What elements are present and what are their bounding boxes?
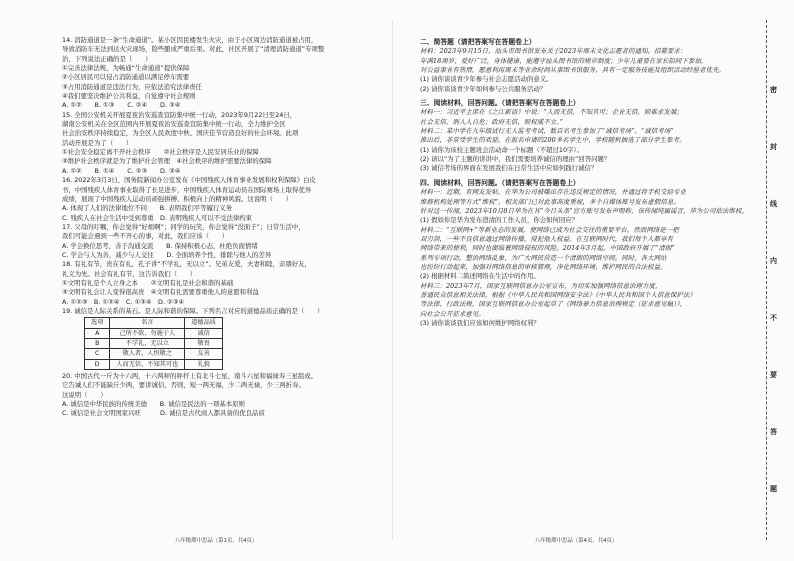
question-text-line: 材料二：“互联网+”等新业态的发展，使网络已成为社会交往的重要平台。然而网络是一把 bbox=[420, 225, 679, 234]
question-text-line: 16. 2022年3月3日，国务院新闻办公室发布《中国残疾人体育事业发展和权利保障》白皮 bbox=[62, 176, 316, 185]
question-text-line: 针对这一传闻，2023年10月8日华为在其“今日头条”官方账号发布声明称，该传闻纯属谣言，华为公司依法维权。 bbox=[420, 206, 748, 215]
question-text-line: 活动开展是为了（ ） bbox=[62, 138, 133, 147]
table-row bbox=[85, 359, 223, 369]
question-text-line: 我们可能会遇到一些不开心的事，对此，我们应该（ ） bbox=[62, 232, 229, 241]
table-row bbox=[85, 349, 223, 359]
question-text-line: 材料：2023年9月15日，汕头市图书馆发布关于2023年周末文化志愿者的通知。招募要求： bbox=[420, 47, 687, 56]
question-text-line: (2) 根据材料二简述网络在生活中的作用。 bbox=[420, 272, 540, 281]
question-text-line: A. ①②③ B. ①②④ C. ①③④ D. ②③④ bbox=[62, 297, 185, 306]
seal-line-char: 内 bbox=[770, 257, 777, 265]
question-text-line: A. ①② B. ①④ C. ②③ D. ③④ bbox=[62, 166, 181, 175]
question-text-line bbox=[420, 94, 758, 97]
column-gutter bbox=[392, 20, 393, 540]
table-cell: 敬人者，人恒敬之 bbox=[110, 349, 185, 359]
question-text-line: 成绩，展现了中国残疾人运动员顽强拼搏、积极向上的精神风貌。这说明（ ） bbox=[62, 194, 293, 203]
question-text-line: 材料二：某中学在九年级试行无人监考考试，数百名考生参加了“诚信考场”。“诚信考场” bbox=[420, 127, 674, 136]
table-cell: C bbox=[85, 349, 110, 359]
table-cell: D bbox=[85, 359, 110, 369]
question-text-line: 年满18周岁，爱好广泛，身体健康，能遵守汕头图书馆的规章制度；少年儿童要在家长陪同下参加， bbox=[420, 56, 708, 65]
question-text-line: (1) 请你谈谈青少年参与社会志愿活动的意义。 bbox=[420, 75, 553, 84]
question-text-line: (2) 请你谈谈青少年如何参与公共服务活动？ bbox=[420, 84, 547, 93]
question-text-line: ③文明有礼会让人变得很高贵 ④文明有礼需要尊重他人的意愿和利益 bbox=[62, 288, 259, 297]
question-text-line: ①文明有礼是个人立身之本 ②文明有礼是社会和谐的基础 bbox=[62, 278, 234, 287]
question-text-line: 它告诫人们不能缺斤少两，要讲诚信，否则，短一两无福，少二两无禄，少三两折寿。 bbox=[62, 381, 305, 390]
footer-left: 八年级期中思品（第1页，共4页） bbox=[175, 538, 258, 544]
question-text-line: 也纷纷行动起来，加强对网络信息的审核管理，净化网络环境，维护网民的合法权益。 bbox=[420, 262, 667, 271]
right-column bbox=[420, 36, 758, 328]
question-text-line: 双刃剑，一些不良信息通过网络传播，侵犯他人权益。在互联网时代，我们每个人都享有 bbox=[420, 234, 674, 243]
table-cell: 己所不欲，勿施于人 bbox=[110, 328, 185, 338]
question-text-line: 网络带来的便利，同时也面临着网络侵权的风险。2014年3月起，中国政府开展了“清朗” bbox=[420, 244, 675, 253]
question-text-line: (1) 请你为该校主题班会活动命一个标题（不超过10字）。 bbox=[420, 145, 583, 154]
question-text-line: ②小区居民可以侵占消防通道以满足停车需要 bbox=[62, 73, 190, 82]
question-text-line: 维修机构处理等方式“维权”，相关部门已对此事高度重视，多个自媒体账号发布虚假信息。 bbox=[420, 197, 680, 206]
question-text-line: (3) 请你谈谈我们应该如何维护网络权利？ bbox=[420, 318, 540, 327]
table-cell: 友善 bbox=[185, 349, 223, 359]
question-text-line: ③维护社会秩序就是为了维护社会管理 ④社会秩序的维护需要法律的保障 bbox=[62, 157, 272, 166]
footer-right: 八年级期中思品（第4页，共4页） bbox=[535, 538, 618, 544]
question-text-line: 这说明（ ） bbox=[62, 390, 107, 399]
seal-line-char: 不 bbox=[770, 314, 777, 322]
question-text-line: 推出后，非常受学生的欢迎。在报名申请的200多名学生中，学校随机抽选了部分学生参考。 bbox=[420, 136, 686, 145]
seal-line-char: 要 bbox=[770, 371, 777, 379]
question-text-line: C. 诚信是社会文明国家兴旺 D. 诚信是古代商人都具备的优良品质 bbox=[62, 409, 265, 418]
question-text-line: 湖南公安机关在全区范围内开展夏夜治安巡查宣防集中统一行动，全力维护全区 bbox=[62, 120, 286, 129]
seal-line-char: 封 bbox=[770, 143, 777, 151]
question-text-line: 向社会公开征求意见。 bbox=[420, 309, 485, 318]
question-text-line: ①社会安全稳定离不开社会秩序 ②社会秩序是人民安居乐业的保障 bbox=[62, 148, 259, 157]
question-text-line: (2) 请以“为了主题的讲讲中，我们需要培养诚信的理由”回答问题？ bbox=[420, 155, 611, 164]
table-cell: B bbox=[85, 339, 110, 349]
table-cell: 敬畏 bbox=[185, 339, 223, 349]
question-text-line: 书，中国残疾人体育事业取得了长足进步，中国残疾人体育运动员在国际赛场上取得优异 bbox=[62, 185, 312, 194]
question-text-line bbox=[420, 174, 758, 177]
table-cell: 诚信 bbox=[185, 328, 223, 338]
question-text-line: ③占用消防通道是违法行为，应依法追究法律责任 bbox=[62, 82, 202, 91]
question-text-line: A. ①② B. ①③ C. ②④ D. ③④ bbox=[62, 101, 181, 110]
question-text-line: 普通民众信息相关法律，根据《中华人民共和国网络安全法》《中华人民共和国个人信息保护法》 bbox=[420, 290, 696, 299]
question-text-line: C. 残疾人在社会生活中受到尊重 D. 表明残疾人可以不受法律约束 bbox=[62, 213, 253, 222]
seal-line-margin bbox=[758, 20, 792, 540]
table-header-cell: 名言 bbox=[110, 318, 185, 328]
seal-line-char: 题 bbox=[770, 485, 777, 493]
question-text-line: A. 体现了人们的法律地位不同 B. 表明我们平等履行义务 bbox=[62, 204, 233, 213]
left-column bbox=[62, 36, 392, 419]
question-text-line: A. 诚信是中华民族的传统美德 B. 诚信是民法的一项基本原则 bbox=[62, 400, 245, 409]
question-text-line: 系列专项行动，整治网络乱象，为广大网民营造一个清朗的网络空间。同时，各大网站 bbox=[420, 253, 667, 262]
question-text-line: 20. 中国古代一斤为十六两，十六两秤的秤杆上有北斗七星、南斗六星和福禄寿三星组成。 bbox=[62, 372, 318, 381]
question-text-line: 对公益事业有热情，愿意利用周末等业余时间从事图书馆服务，具有一定服务技能及组织活动经验者优先。 bbox=[420, 66, 726, 75]
table-header-cell: 道德品质 bbox=[185, 318, 223, 328]
question-text-line: 材料一：近期，有网友发帖，在华为公司被曝出存在违反规定的情况，并通过将手机交给专业 bbox=[420, 188, 687, 197]
seal-dashed-line bbox=[766, 20, 767, 540]
question-text-line: 14. 消防通道是一条“生命通道”。某小区因民楼发生火灾，由于小区周边消防通道被占用， bbox=[62, 36, 318, 44]
question-text-line: 材料一：习近平主席在《之江新语》中说：“人而无信，不知其可；企业无信，则难求发展； bbox=[420, 108, 683, 117]
question-text-line: 导致消防车无法到达火灾现场，险些酿成严重后果。对此，社区开展了“清理消防通道”专项整 bbox=[62, 45, 325, 54]
table-cell: 不学礼，无以立 bbox=[110, 339, 185, 349]
question-text-line: 礼义为先。社会有礼有节，这告诉我们（ ） bbox=[62, 269, 197, 278]
seal-line-char: 密 bbox=[770, 86, 777, 94]
question-text-line: 社会治安秩序持续稳定，为全区人民欢度中秋、国庆佳节营造良好的社会环境。此项 bbox=[62, 129, 299, 138]
answer-options-table bbox=[84, 317, 223, 370]
question-text-line: 19. 诚信是人际关系的基石。是人际和谐的保障。下列名言对应的道德品质正确的是（ ） bbox=[62, 306, 324, 315]
question-text-line: 二、简答题（请把答案写在答题卷上） bbox=[420, 38, 536, 46]
question-text-line: 社会无信，则人人自危；政府无信，则权威不立。” bbox=[420, 117, 563, 126]
table-cell: 礼貌 bbox=[185, 359, 223, 369]
question-text-line: 材料三：2023年7月，国家互联网信息办公室宣布，为切实加强网络信息治理力度， bbox=[420, 281, 662, 290]
question-text-line: (1) 假如你是华为发布澄清的工作人员，你会如何回应？ bbox=[420, 216, 579, 225]
question-text-line: A. 学会换位思考，善于沟通交流 B. 保持积极心态，杜绝负面情绪 bbox=[62, 241, 258, 250]
question-text-line: 18. 有礼有节，贵在有礼，孔子讲“不学礼，无以立”。兄弟友爱，夫妻和睦，亲朋好友， bbox=[62, 260, 311, 269]
seal-line-char: 线 bbox=[770, 200, 777, 208]
question-text-line: ①完善法律法规，为畅通“生命通道”提供保障 bbox=[62, 64, 190, 73]
question-text-line: 等法律、行政法规，国家互联网信息办公室起草了《网络暴力信息治理规定（征求意见稿）》， bbox=[420, 300, 687, 309]
question-text-line: 四、阅读材料，回答问题。（请把答案写在答题卷上） bbox=[420, 178, 580, 187]
question-text-line: 17. 父母的叮嘱，你会觉得“好烦啊”；同学的玩笑，你会觉得“没面子”；日常生活中， bbox=[62, 222, 305, 231]
question-text-line: C. 学会与人为善，减少与人交往 D. 全面培养个性，排除与他人的差异 bbox=[62, 250, 272, 259]
question-text-line: 三、阅读材料，回答问题。（请把答案写在答题卷上） bbox=[420, 99, 580, 108]
table-cell: 人而无信，不知其可也 bbox=[110, 359, 185, 369]
question-text-line: 治，下列说法正确的是（ ） bbox=[62, 54, 152, 63]
question-text-line: (3) 诚信考场的界面在发展我们在日常生活中应如何践行诚信？ bbox=[420, 164, 598, 173]
question-text-line: 15. 全国公安机关开展夏夜治安巡查宣防集中统一行动，2023年9月22日至24日， bbox=[62, 110, 297, 119]
question-text-line: ④我们要坚决维护公共利益，自觉遵守社会规则 bbox=[62, 92, 196, 101]
table-row bbox=[85, 328, 223, 338]
seal-line-char: 答 bbox=[770, 428, 777, 436]
table-row bbox=[85, 339, 223, 349]
table-cell: A bbox=[85, 328, 110, 338]
table-header-cell: 选项 bbox=[85, 318, 110, 328]
